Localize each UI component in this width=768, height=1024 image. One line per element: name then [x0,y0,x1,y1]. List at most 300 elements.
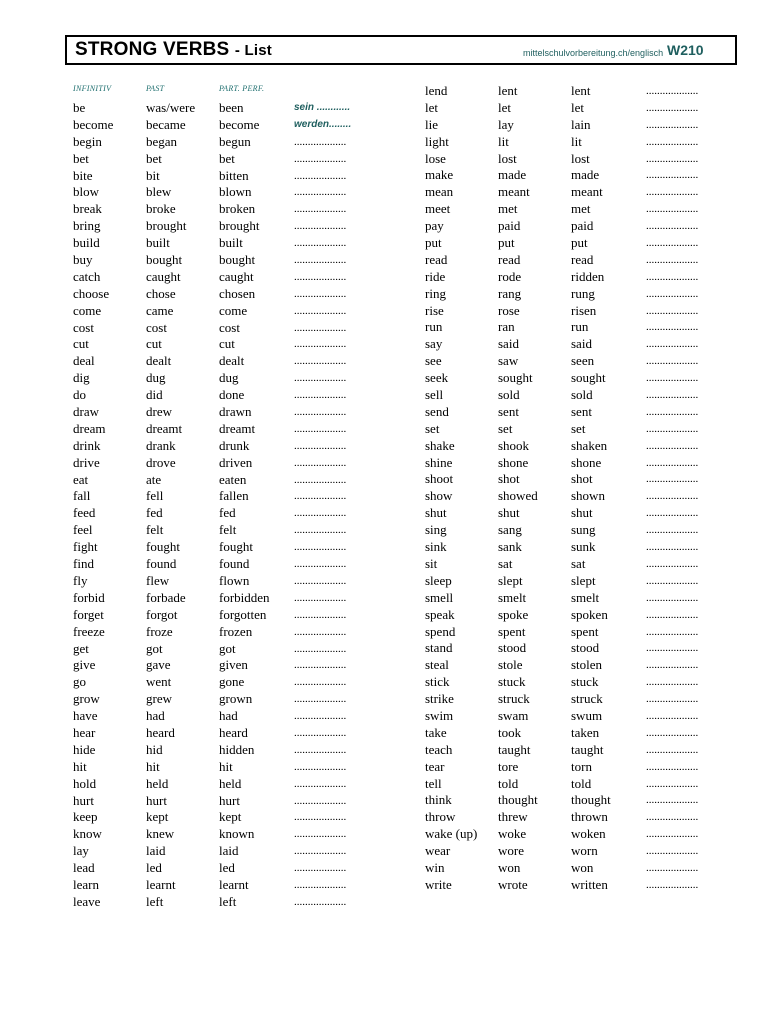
verb-translation: ................... [294,456,347,469]
verb-past: spoke [498,606,529,622]
verb-translation: ................... [294,878,347,891]
verb-past: lit [498,133,509,149]
verb-past: got [146,640,163,656]
verb-infinitive: freeze [73,623,105,639]
verb-past: let [498,99,511,115]
verb-past: knew [146,826,175,842]
verb-participle: ridden [571,268,605,284]
verb-participle: smelt [571,589,600,605]
verb-past: ran [498,319,515,335]
verb-row [425,387,725,404]
verb-translation: ................... [294,591,347,604]
verb-translation: ................... [294,895,347,908]
verb-participle: seen [571,353,595,369]
verb-infinitive: fall [73,488,91,504]
verb-past: drank [146,437,176,453]
verb-translation: ................... [646,473,699,486]
verb-participle: taught [571,741,604,757]
verb-row [73,455,373,472]
verb-translation: ................... [646,321,699,334]
verb-past: smelt [498,589,527,605]
verb-participle: written [571,876,608,892]
verb-participle: sung [571,522,596,538]
verb-translation: ................... [294,608,347,621]
verb-past: shone [498,454,529,470]
verb-participle: broken [219,201,256,217]
verb-participle: had [219,708,238,724]
verb-participle: lain [571,116,591,132]
verb-participle: felt [219,522,237,538]
verb-infinitive: sell [425,387,444,403]
verb-translation: ................... [646,456,699,469]
verb-translation: ................... [646,355,699,368]
verb-past: flew [146,572,170,588]
verb-infinitive: throw [425,809,456,825]
verb-infinitive: swim [425,707,454,723]
verb-past: ate [146,471,162,487]
verb-infinitive: do [73,387,86,403]
verb-row [425,218,725,235]
verb-infinitive: begin [73,133,102,149]
verb-infinitive: shut [425,505,447,521]
verb-row [73,421,373,438]
verb-row [73,488,373,505]
verb-translation: ................... [294,760,347,773]
verb-translation: ................... [646,253,699,266]
verb-past: woke [498,826,527,842]
verb-row [425,83,725,100]
verb-participle: caught [219,268,254,284]
verb-past: met [498,201,518,217]
verb-infinitive: meet [425,201,451,217]
verb-row [73,235,373,252]
title-text: STRONG VERBS [75,39,230,60]
verb-row [425,252,725,269]
verb-infinitive: dig [73,370,90,386]
verb-past: laid [146,843,166,859]
verb-infinitive: shake [425,437,455,453]
verb-infinitive: bring [73,218,101,234]
verb-past: rang [498,285,522,301]
verb-past: set [498,420,513,436]
verb-row [425,674,725,691]
verb-infinitive: have [73,708,98,724]
verb-participle: begun [219,133,251,149]
verb-translation: ................... [294,777,347,790]
verb-infinitive: rise [425,302,444,318]
verb-row [73,860,373,877]
verb-row [73,725,373,742]
verb-translation: ................... [294,845,347,858]
verb-participle: brought [219,218,260,234]
verb-participle: chosen [219,285,256,301]
verb-infinitive: take [425,724,447,740]
verb-infinitive: sleep [425,572,452,588]
verb-row [73,894,373,911]
verb-infinitive: fly [73,572,88,588]
verb-infinitive: wear [425,843,451,859]
verb-translation: ................... [294,304,347,317]
verb-past: made [498,167,527,183]
verb-list-left [73,100,373,911]
verb-translation: ................... [646,625,699,638]
verb-past: sang [498,522,522,538]
verb-row [425,286,725,303]
verb-row [73,759,373,776]
verb-infinitive: buy [73,252,93,268]
verb-translation: ................... [294,422,347,435]
verb-past: saw [498,353,519,369]
verb-past: went [146,674,172,690]
verb-participle: made [571,167,600,183]
verb-participle: lent [571,83,591,98]
verb-infinitive: hurt [73,792,94,808]
verb-infinitive: sink [425,539,447,555]
verb-translation: ................... [646,422,699,435]
verb-past: dreamt [146,420,183,436]
verb-infinitive: ring [425,285,446,301]
verb-row [73,336,373,353]
verb-row [73,657,373,674]
verb-past: sold [498,387,520,403]
verb-infinitive: tear [425,758,445,774]
verb-infinitive: wake (up) [425,826,478,842]
verb-row [425,624,725,641]
verb-infinitive: drink [73,437,101,453]
verb-translation: ................... [294,237,347,250]
verb-row [425,776,725,793]
verb-past: sank [498,539,522,555]
verb-infinitive: lose [425,150,446,166]
title-subtitle: - List [234,42,272,59]
verb-infinitive: know [73,826,102,842]
verb-infinitive: hold [73,775,97,791]
verb-row [425,691,725,708]
verb-past: bet [146,150,162,166]
verb-participle: lost [571,150,590,166]
verb-row [73,286,373,303]
verb-past: sought [498,370,533,386]
verb-participle: fallen [219,488,249,504]
verb-translation: ................... [294,406,347,419]
verb-participle: flown [219,572,250,588]
verb-row [425,522,725,539]
verb-participle: rung [571,285,595,301]
verb-row [425,725,725,742]
verb-translation: ................... [646,794,699,807]
verb-translation: ................... [294,862,347,875]
verb-row [425,370,725,387]
verb-infinitive: teach [425,741,453,757]
verb-row [425,117,725,134]
verb-infinitive: say [425,336,443,352]
verb-past: shut [498,505,520,521]
verb-past: stood [498,640,527,656]
verb-past: cost [146,319,167,335]
verb-translation: ................... [294,338,347,351]
verb-past: meant [498,184,530,200]
verb-translation: ................... [646,304,699,317]
verb-infinitive: learn [73,876,99,892]
verb-translation: ................... [646,490,699,503]
verb-participle: got [219,640,236,656]
verb-participle: come [219,302,248,318]
verb-participle: meant [571,184,603,200]
verb-infinitive: mean [425,184,454,200]
verb-infinitive: seek [425,370,449,386]
verb-translation: ................... [646,524,699,537]
verb-infinitive: light [425,133,449,149]
verb-infinitive: forget [73,606,104,622]
verb-past: had [146,708,165,724]
verb-row [73,218,373,235]
verb-row [425,319,725,336]
verb-participle: worn [571,843,598,859]
verb-past: chose [146,285,176,301]
verb-infinitive: become [73,116,114,132]
verb-infinitive: ride [425,268,446,284]
verb-past: fed [146,505,163,521]
verb-participle: shaken [571,437,608,453]
verb-translation: ................... [294,743,347,756]
verb-translation: ................... [646,574,699,587]
verb-infinitive: feel [73,522,93,538]
verb-participle: sought [571,370,606,386]
verb-infinitive: lie [425,116,438,132]
verb-translation: ................... [646,845,699,858]
verb-translation: ................... [294,794,347,807]
verb-translation: ................... [646,861,699,874]
verb-row [425,336,725,353]
verb-participle: paid [571,218,594,234]
verb-translation: ................... [646,828,699,841]
verb-past: hid [146,741,163,757]
verb-infinitive: smell [425,589,454,605]
verb-row [425,809,725,826]
verb-row [425,843,725,860]
verb-translation: ................... [646,270,699,283]
verb-translation: ................... [646,186,699,199]
verb-past: stole [498,657,523,673]
verb-infinitive: sit [425,555,438,571]
verb-infinitive: break [73,201,102,217]
verb-participle: sent [571,403,592,419]
verb-participle: slept [571,572,596,588]
verb-past: kept [146,809,169,825]
verb-infinitive: hit [73,758,87,774]
verb-participle: found [219,556,250,572]
verb-participle: shone [571,454,602,470]
verb-row [425,455,725,472]
verb-past: led [146,860,162,876]
verb-infinitive: find [73,556,94,572]
verb-translation: ................... [646,507,699,520]
verb-infinitive: come [73,302,102,318]
verb-past: sent [498,403,519,419]
verb-infinitive: choose [73,285,110,301]
verb-past: forbade [146,589,186,605]
verb-translation: ................... [646,135,699,148]
verb-row [425,353,725,370]
verb-row [425,860,725,877]
verb-infinitive: deal [73,353,95,369]
verb-participle: eaten [219,471,247,487]
verb-translation: ................... [646,760,699,773]
verb-past: began [146,133,178,149]
verb-infinitive: set [425,420,440,436]
verb-participle: left [219,893,237,909]
verb-row [73,387,373,404]
verb-translation: ................... [294,726,347,739]
verb-infinitive: bet [73,150,89,166]
verb-infinitive: sing [425,522,447,538]
verb-participle: stolen [571,657,603,673]
verb-infinitive: read [425,251,448,267]
verb-translation: ................... [294,693,347,706]
verb-past: wrote [498,876,528,892]
verb-row [425,590,725,607]
verb-participle: shot [571,471,593,487]
verb-participle: built [219,235,243,251]
verb-participle: bitten [219,167,249,183]
verb-row [425,488,725,505]
verb-past: hit [146,758,160,774]
verb-row [73,438,373,455]
verb-row [425,539,725,556]
verb-past: brought [146,218,187,234]
verb-participle: risen [571,302,597,318]
verb-translation: ................... [646,169,699,182]
verb-participle: given [219,657,248,673]
verb-translation: ................... [294,169,347,182]
verb-infinitive: lend [425,83,448,98]
verb-row [425,742,725,759]
verb-row [73,573,373,590]
verb-infinitive: be [73,100,86,115]
verb-row [73,472,373,489]
verb-past: told [498,775,519,791]
verb-list-right [425,83,725,894]
verb-translation: ................... [646,338,699,351]
verb-row [73,134,373,151]
verb-participle: met [571,201,591,217]
verb-participle: grown [219,691,253,707]
verb-past: stuck [498,674,526,690]
verb-row [73,320,373,337]
verb-row [425,404,725,421]
verb-row [73,624,373,641]
verb-translation: ................... [646,152,699,165]
verb-translation: ................... [646,726,699,739]
verb-participle: forbidden [219,589,270,605]
verb-past: bit [146,167,160,183]
verb-translation: ................... [646,676,699,689]
verb-infinitive: bite [73,167,93,183]
verb-past: left [146,893,164,909]
verb-participle: lit [571,133,582,149]
verb-infinitive: make [425,167,454,183]
verb-row [73,556,373,573]
verb-translation: ................... [294,507,347,520]
verb-translation: ................... [294,254,347,267]
verb-past: took [498,724,522,740]
verb-infinitive: hear [73,724,96,740]
verb-past: fell [146,488,164,504]
verb-translation: ................... [646,608,699,621]
verb-translation: ................... [294,186,347,199]
verb-row [73,809,373,826]
verb-infinitive: keep [73,809,98,825]
verb-past: bought [146,252,183,268]
verb-translation: ................... [294,676,347,689]
verb-past: did [146,387,163,403]
verb-infinitive: lead [73,860,95,876]
verb-row [73,370,373,387]
verb-participle: kept [219,809,242,825]
verb-row [425,708,725,725]
verb-translation: ................... [646,642,699,655]
verb-past: wore [498,843,524,859]
verb-infinitive: grow [73,691,100,707]
verb-row [425,100,725,117]
verb-row [73,607,373,624]
verb-past: struck [498,691,530,707]
verb-row [73,742,373,759]
document-code: W210 [667,42,704,58]
verb-infinitive: write [425,876,452,892]
verb-participle: held [219,775,242,791]
verb-participle: won [571,859,594,875]
verb-participle: bet [219,150,235,166]
verb-row [73,793,373,810]
verb-row [73,522,373,539]
verb-past: heard [146,724,175,740]
verb-translation: ................... [294,220,347,233]
verb-translation: ................... [294,574,347,587]
verb-past: dug [146,370,166,386]
verb-participle: told [571,775,592,791]
verb-past: sat [498,555,513,571]
verb-past: thought [498,792,538,808]
verb-participle: stuck [571,674,599,690]
verb-translation: ................... [646,811,699,824]
verb-participle: stood [571,640,600,656]
verb-past: broke [146,201,176,217]
verb-past: slept [498,572,523,588]
verb-row [425,269,725,286]
verb-participle: cut [219,336,235,352]
verb-participle: thought [571,792,611,808]
verb-participle: shown [571,488,605,504]
verb-row [425,640,725,657]
verb-row [425,134,725,151]
verb-row [73,168,373,185]
verb-past: caught [146,268,181,284]
verb-translation: ................... [294,473,347,486]
verb-past: lent [498,83,518,98]
verb-participle: done [219,387,245,403]
verb-participle: gone [219,674,245,690]
verb-translation: ................... [646,372,699,385]
verb-past: was/were [146,100,196,115]
verb-past: cut [146,336,162,352]
verb-participle: frozen [219,623,253,639]
verb-translation: ................... [294,642,347,655]
verb-row [425,792,725,809]
verb-participle: sold [571,387,593,403]
verb-participle: bought [219,252,256,268]
verb-participle: hidden [219,741,255,757]
